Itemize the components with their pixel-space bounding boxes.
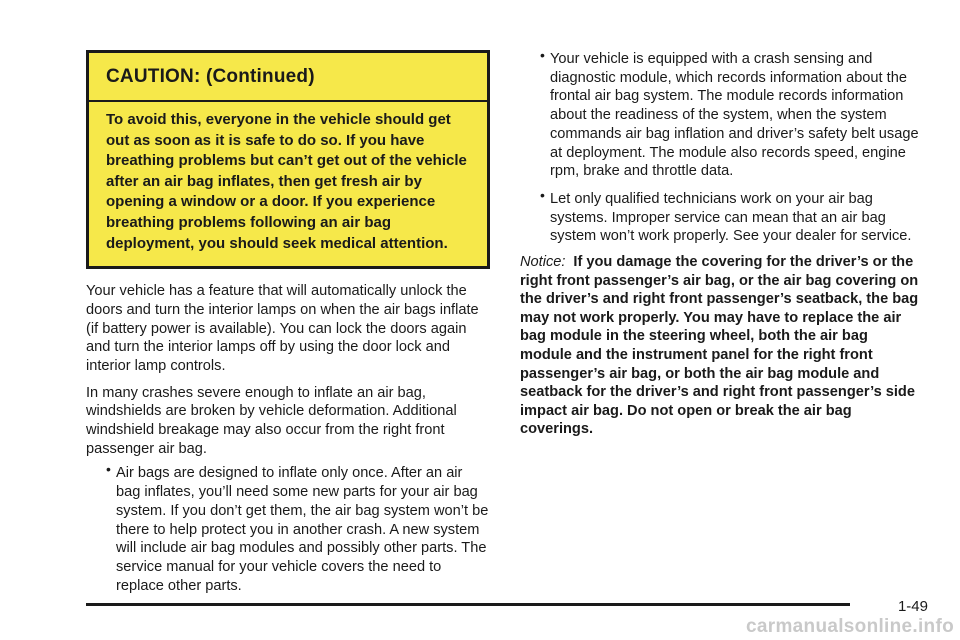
caution-box [86,50,490,269]
watermark: carmanualsonline.info [746,616,954,637]
notice-paragraph [520,253,920,439]
bullet-icon: • [540,186,545,203]
footer-rule [86,603,850,606]
bullet-text: Air bags are designed to inflate only once. After an air bag inflates, you’ll need some new parts for your air bag system. If you don’t get them, the air bag system won’t be there to help protect you in another crash. A new system will include air bag modules and possibly other parts. The service manual for your vehicle covers the need to replace other parts. [116,465,489,594]
bullet-crash-module [520,47,920,181]
left-column [86,50,490,595]
bullet-qualified-technicians [520,186,920,246]
bullet-icon: • [106,461,111,478]
bullet-text: Your vehicle is equipped with a crash sensing and diagnostic module, which records information about the frontal air bag system. The module records information about the readiness of the system, when the system commands air bag inflation and driver’s safety belt usage at deployment. The module also records speed, engine rpm, brake and throttle data. [550,51,919,180]
caution-text: To avoid this, everyone in the vehicle should get out as soon as it is safe to do so. If you have breathing problems but can’t get out of the vehicle after an air bag inflates, then get fresh air by opening a window or a door. If you experience breathing problems following an air bag deployment, you should seek medical attention. [106,111,467,252]
auto-unlock-paragraph: Your vehicle has a feature that will automatically unlock the doors and turn the interior lamps on when the air bags inflate (if battery power is available). You can lock the doors again and turn the interior lamps off by using the door lock and interior lamp controls. [86,283,479,374]
bullet-inflate-once [86,461,490,595]
bullet-text: Let only qualified technicians work on your air bag systems. Improper service can mean that an air bag system won’t work properly. See your dealer for service. [550,190,912,245]
notice-label: Notice: [520,254,566,271]
caution-title: CAUTION: (Continued) [89,53,487,102]
notice-text: If you damage the covering for the driver’s or the right front passenger’s air bag, or the air bag covering on the driver’s and right front passenger’s seatback, the bag may not work properly. You may have to replace the air bag module in the steering wheel, both the air bag module and the instrument panel for the right front passenger’s air bag, or both the air bag module and seatback for the driver’s and right front passenger’s side impact air bag. Do not open or break the air bag coverings. [520,254,919,438]
page-number: 1-49 [897,598,928,615]
windshield-paragraph: In many crashes severe enough to inflate an air bag, windshields are broken by vehicle deformation. Additional windshield breakage may also occur from the right front passenger air bag. [86,384,457,457]
right-column [520,47,920,439]
bullet-icon: • [540,47,545,63]
